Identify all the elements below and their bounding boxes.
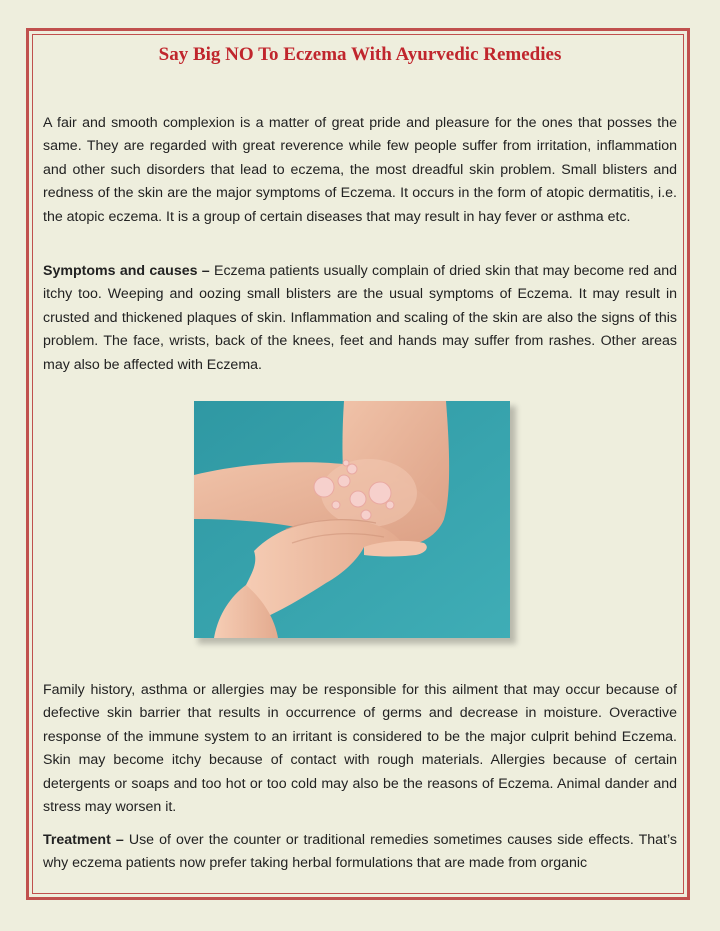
- eczema-elbow-photo: [194, 401, 510, 638]
- symptoms-paragraph-text: Eczema patients usually complain of dried skin that may become red and itchy too. Weeping and oozing small blisters are the usual symptoms of Eczema. It may result in crusted and thickened plaques of skin. Inflammation and scaling of the skin are also the signs of this problem. The face, wrists, back of the knees, feet and hands may suffer from rashes. Other areas may also be affected with Eczema.: [43, 263, 677, 373]
- treatment-paragraph: [43, 829, 677, 876]
- symptoms-paragraph: [43, 260, 677, 377]
- intro-paragraph: [43, 112, 677, 229]
- causes-paragraph: [43, 679, 677, 819]
- causes-paragraph-text: Family history, asthma or allergies may be responsible for this ailment that may occur because of defective skin barrier that results in occurrence of germs and decrease in moisture. Overactive response of the immune system to an irritant is considered to be the major culprit behind Eczema. Skin may become itchy because of contact with rough materials. Allergies because of certain detergents or soaps and too hot or too cold may also be the reasons of Eczema. Animal dander and stress may worsen it.: [43, 682, 677, 816]
- document-title: Say Big NO To Eczema With Ayurvedic Remedies: [158, 44, 562, 65]
- treatment-heading: Treatment –: [43, 832, 124, 848]
- intro-paragraph-text: A fair and smooth complexion is a matter of great pride and pleasure for the ones that posses the same. They are regarded with great reverence while few people suffer from irritation, inflammation and other such disorders that lead to eczema, the most dreadful skin problem. Small blisters and redness of the skin are the major symptoms of Eczema. It occurs in the form of atopic dermatitis, i.e. the atopic eczema. It is a group of certain diseases that may result in hay fever or asthma etc.: [43, 115, 677, 225]
- eczema-elbow-illustration: [194, 401, 510, 638]
- treatment-paragraph-text: Use of over the counter or traditional remedies sometimes causes side effects. That’s why eczema patients now prefer taking herbal formulations that are made from organic: [43, 832, 677, 872]
- symptoms-heading: Symptoms and causes –: [43, 263, 210, 279]
